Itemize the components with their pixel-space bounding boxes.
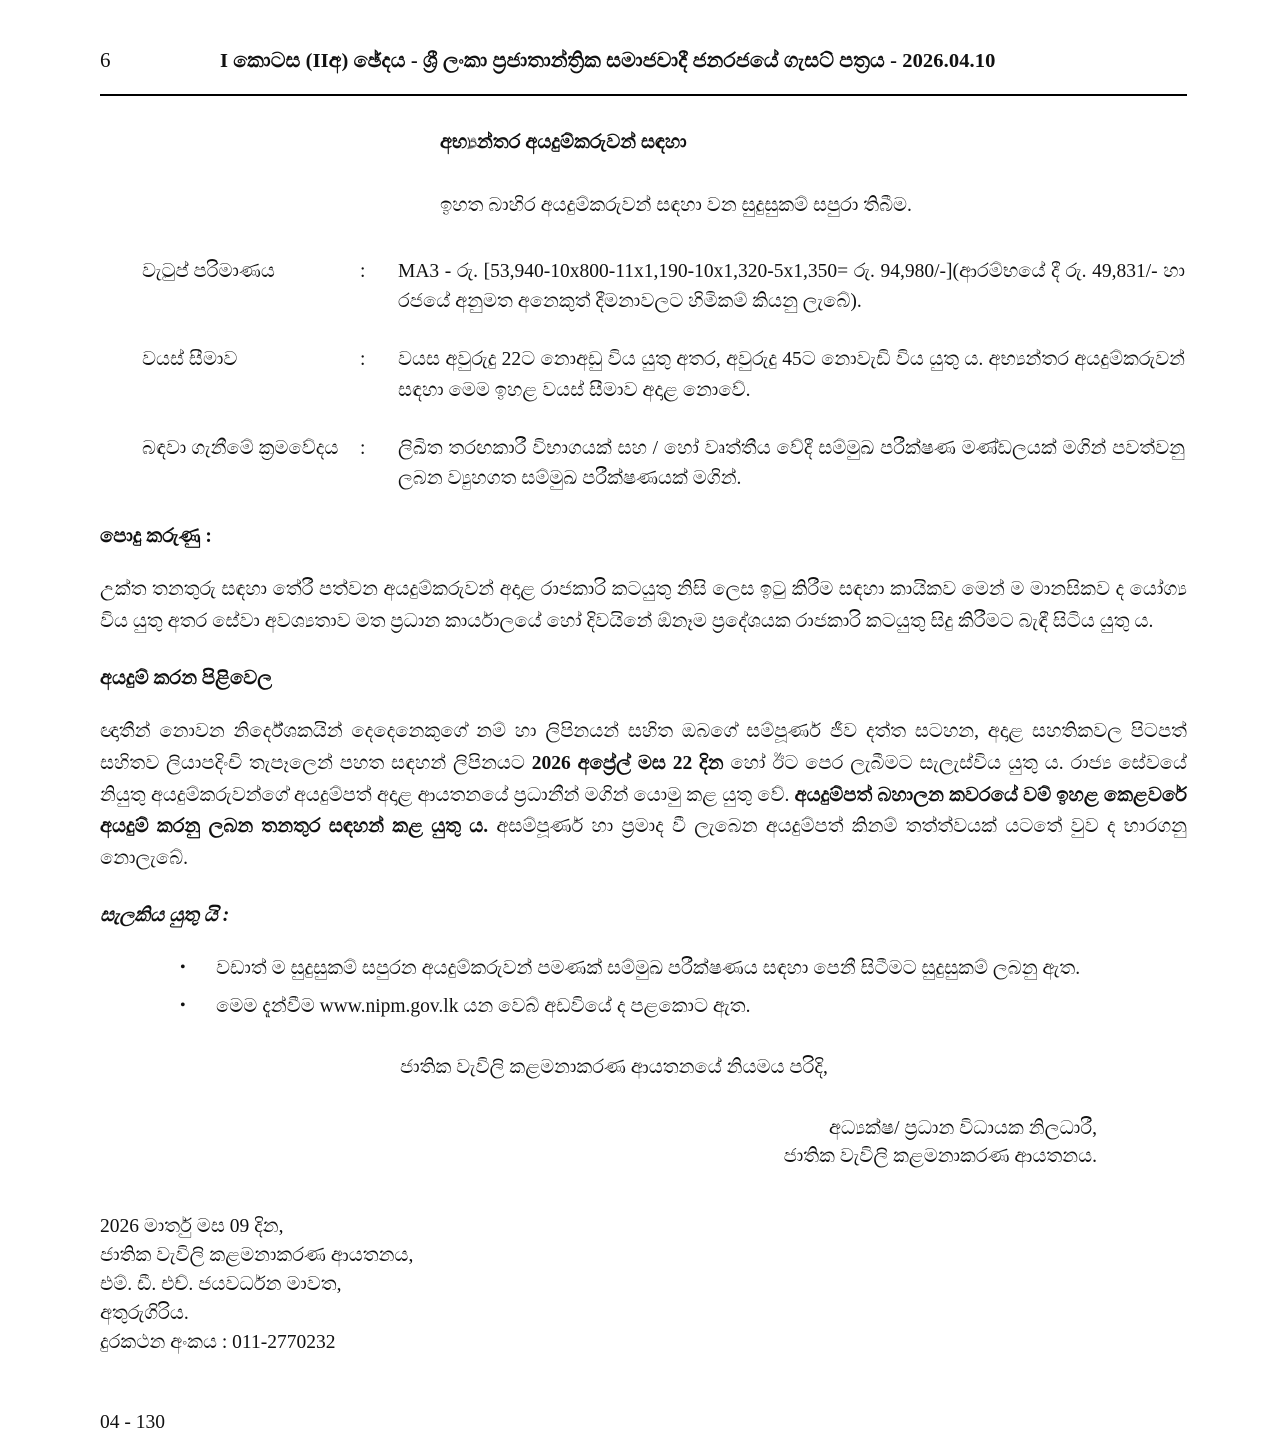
address-date: 2026 මාර්තු මස 09 දින, (100, 1216, 284, 1238)
address-institute: ජාතික වැවිලි කළමනාකරණ ආයතනය, (100, 1245, 414, 1267)
note-section-title: සැලකිය යුතු යි : (100, 905, 230, 927)
document-code: 04 - 130 (100, 1411, 165, 1433)
note-bullet-list (160, 953, 1187, 1021)
application-paragraph-part2: හෝ ඊට පෙර ලැබීමට සැලැස්විය යුතු ය. රාජ්‍ය සේවයේ නියුතු අයදුම්කරුවන්ගේ අයදුම්පත් අදාළ ආයතනයේ ප්‍රධානීන් මගින් යොමු කළ යුතු වේ. (100, 753, 1188, 806)
gazette-header-title: I කොටස (IIඅ) ඡේදය - ශ්‍රී ලංකා ප්‍රජාතාන්ත්‍රික සමාජවාදී ජනරජයේ ගැසට් පත්‍රය - 2026.04.10 (220, 50, 996, 72)
age-limit-label: වයස් සීමාව (142, 349, 238, 371)
page-header (100, 48, 1187, 88)
recruitment-method-colon: : (360, 437, 366, 459)
recruitment-method-value: ලිඛිත තරඟකාරී විභාගයක් සහ / හෝ වෘත්තීය වේදී සම්මුඛ පරීක්ෂණ මණ්ඩලයක් මගින් පවත්වනු ලබන ව්‍යුහගත සම්මුඛ පරීක්ෂණයක් මගින්. (398, 437, 1185, 490)
application-section-title: අයදුම් කරන පිළිවෙල (100, 668, 273, 690)
table-row-recruitment-method (100, 434, 1187, 496)
list-item (160, 991, 1187, 1022)
address-city: අතුරුගිරිය. (100, 1302, 189, 1324)
by-order-line: ජාතික වැවිලි කළමනාකරණ ආයතනයේ නියමය පරිදි, (400, 1056, 828, 1078)
application-paragraph-part3: අසම්පූර්ණ හා ප්‍රමාද වී ලැබෙන අයදුම්පත් කිනම් තත්ත්වයක් යටතේ වුව ද භාරගනු නොලැබේ. (100, 816, 1187, 869)
bullet-dot-icon: • (180, 996, 186, 1014)
envelope-instruction: අයදුම්පත් බහාලන කවරයේ වම් ඉහළ කෙළවරේ අයදුම් කරනු ලබන තනතුර සඳහන් කළ යුතු ය. (100, 784, 1188, 838)
general-section-title: පොදු කරුණු : (100, 526, 212, 548)
salary-scale-colon: : (360, 260, 366, 282)
header-inner (100, 48, 1187, 73)
salary-scale-value: MA3 - රු. [53,940-10x800-11x1,190-10x1,320-5x1,350= රු. 94,980/-](ආරම්භයේ දී රු. 49,831/- හා රජයේ අනුමත අනෙකුත් දීමනාවලට හිමිකම් කියනු ලැබේ). (398, 260, 1185, 313)
table-row-age-limit (100, 345, 1187, 407)
general-section-paragraph: උක්ත තනතුරු සඳහා තේරී පත්වන අයදුම්කරුවන් අදාළ රාජකාරි කටයුතු නිසි ලෙස ඉටු කිරීම සඳහා කායිකව මෙන් ම මානසිකව ද යෝග්‍ය විය යුතු අතර සේවා අවශ්‍යතාව මත ප්‍රධාන කාර්යාලයේ හෝ දිවයිනේ ඕනෑම ප්‍රදේශයක රාජකාරි කටයුතු සිදු කිරීමට බැඳී සිටිය යුතු ය. (100, 579, 1187, 632)
age-limit-value: වයස අවුරුදු 22ට නොඅඩු විය යුතු අතර, අවුරුදු 45ට නොවැඩි විය යුතු ය. අභ්‍යන්තර අයදුම්කරුවන් සඳහා මෙම ඉහළ වයස් සීමාව අදාළ නොවේ. (398, 349, 1185, 401)
bullet-text: මෙම දැන්වීම www.nipm.gov.lk යන වෙබ් අඩවියේ ද පළකොට ඇත. (216, 995, 751, 1017)
qualification-details-table (100, 257, 1187, 496)
recruitment-method-label: බඳවා ගැනීමේ ක්‍රමවේදය (142, 437, 339, 459)
salary-scale-label: වැටුප් පරිමාණය (142, 260, 275, 282)
address-telephone: දුරකථන අංකය : 011-2770232 (100, 1331, 336, 1353)
signature-block (100, 1115, 1187, 1172)
application-paragraph-part1: ඥාතීන් නොවන නිර්දේශකයින් දෙදෙනෙකුගේ නම් හා ලිපිනයන් සහිත ඔබගේ සම්පූර්ණ ජීව දත්ත සටහන, අදාළ සහතිකවල පිටපත් සහිතව ලියාපදිංචි තැපෑලෙන් පහත සඳහන් ලිපිනයට (100, 721, 1187, 775)
bullet-text: වඩාත් ම සුදුසුකම් සපුරන අයදුම්කරුවන් පමණක් සම්මුඛ පරීක්ෂණය සඳහා පෙනී සිටීමට සුදුසුකම් ලබනු ඇත. (216, 958, 1081, 980)
internal-applicants-heading: අභ්‍යන්තර අයදුම්කරුවන් සඳහා (440, 132, 687, 153)
signatory-institute: ජාතික වැවිලි කළමනාකරණ ආයතනය. (783, 1145, 1097, 1167)
page-content (100, 96, 1187, 1434)
application-section-paragraph (100, 716, 1187, 874)
address-street: එම්. ඩී. එච්. ජයවර්ධන මාවත, (100, 1273, 342, 1295)
age-limit-colon: : (360, 349, 366, 371)
gazette-page (0, 48, 1275, 1433)
internal-applicants-intro: ඉහත බාහිර අයදුම්කරුවන් සඳහා වන සුදුසුකම් සපුරා තිබීම. (440, 195, 912, 217)
application-deadline-date: 2026 අප්‍රේල් මස 22 දින (531, 753, 724, 775)
signatory-title: අධ්‍යක්ෂ/ ප්‍රධාන විධායක නිලධාරී, (828, 1117, 1097, 1139)
table-row-salary-scale (100, 257, 1187, 319)
address-block (100, 1213, 1187, 1357)
bullet-dot-icon: • (180, 959, 186, 977)
page-number: 6 (100, 48, 111, 72)
list-item (160, 953, 1187, 984)
